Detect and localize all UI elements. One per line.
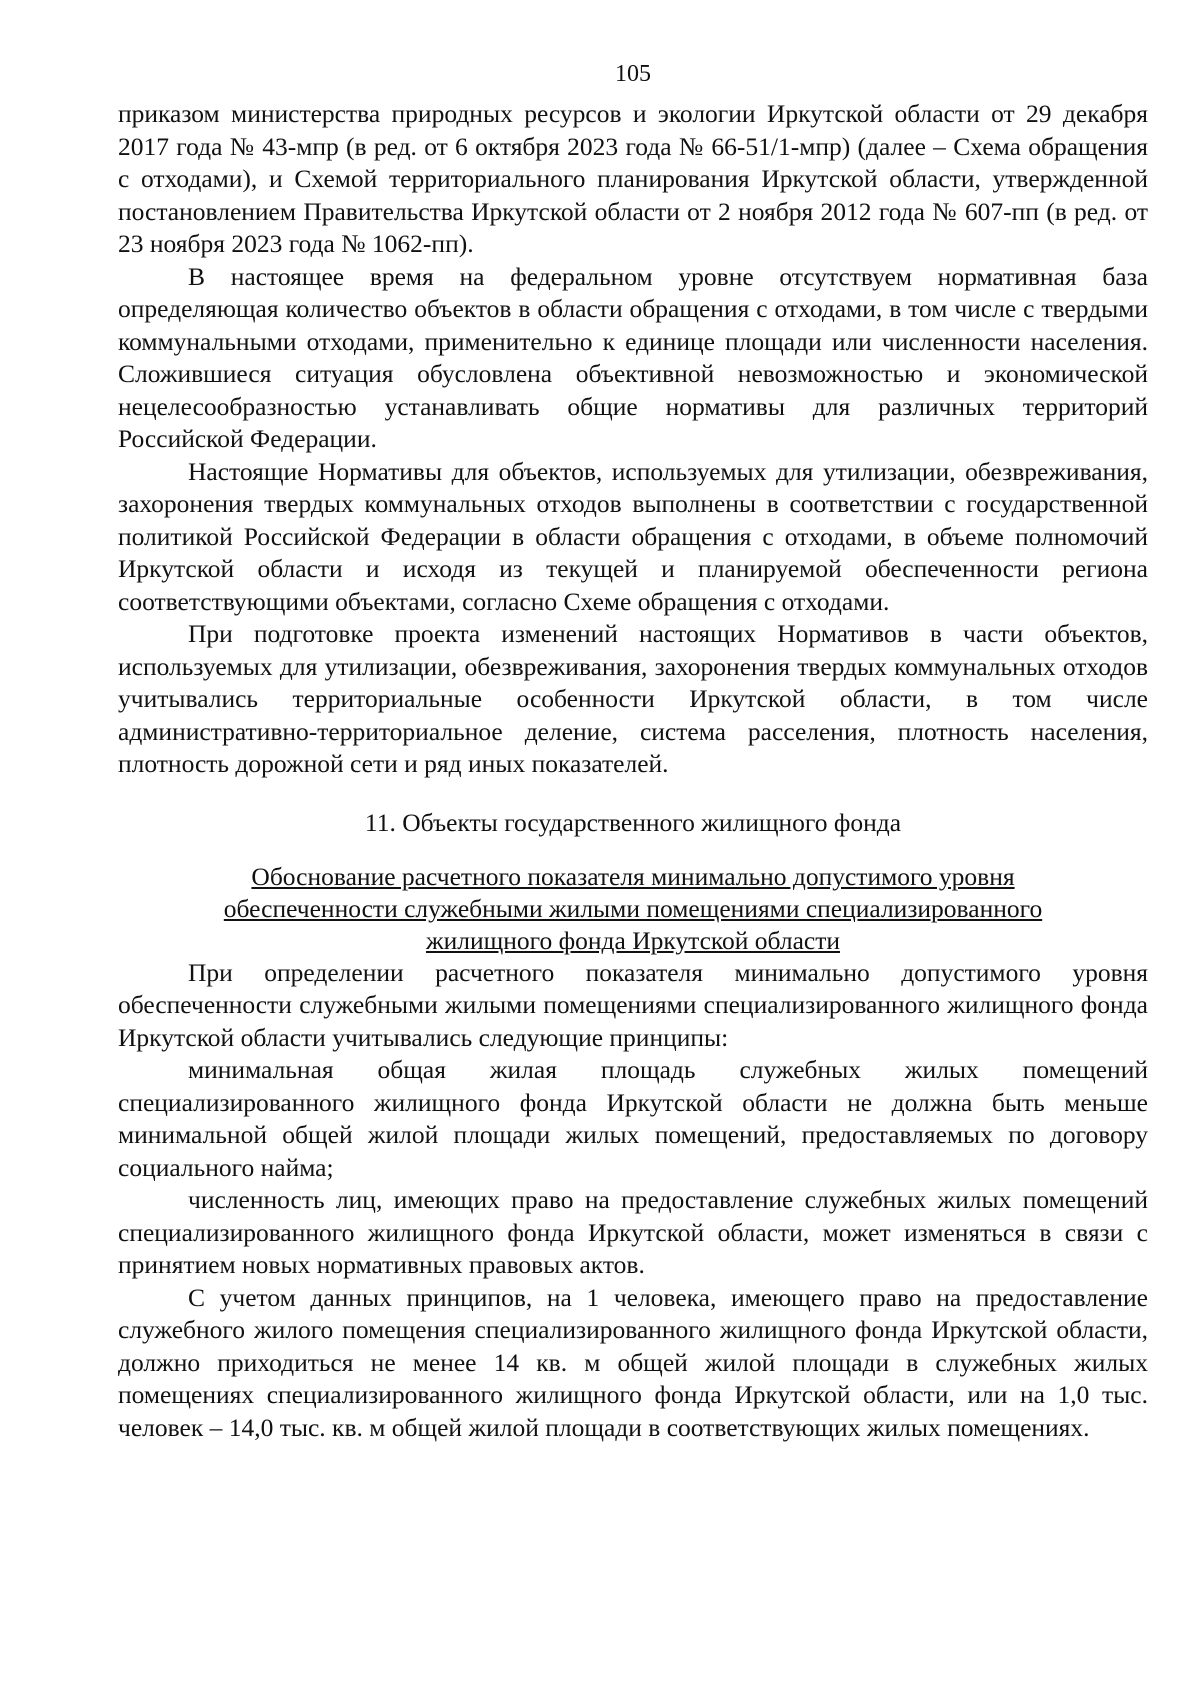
subheading (118, 861, 1148, 957)
subheading-line: Обоснование расчетного показателя минимально допустимого уровня (251, 861, 1015, 891)
paragraph-principles-intro: При определении расчетного показателя минимально допустимого уровня обеспеченности служебными жилыми помещениями специализированного жилищного фонда Иркутской области учитывались следующие принципы: (118, 957, 1148, 1052)
paragraph-territorial-features: При подготовке проекта изменений настоящих Нормативов в части объектов, используемых для утилизации, обезвреживания, захоронения твердых коммунальных отходов учитывались территориальные особенности Иркутской области, в том числе административно-территориальное деление, система расселения, плотность населения, плотность дорожной сети и ряд иных показателей. (118, 619, 1148, 778)
paragraph-principle-area: минимальная общая жилая площадь служебных жилых помещений специализированного жилищного фонда Иркутской области не должна быть меньше минимальной общей жилой площади жилых помещений, предоставляемых по договору социального найма; (118, 1055, 1148, 1182)
paragraph-federal-base: В настоящее время на федеральном уровне отсутствуем нормативная база определяющая количество объектов в области обращения с отходами, в том числе с твердыми коммунальными отходами, применительно к единице площади или численности населения. Сложившиеся ситуация обусловлена объективной невозможностью и экономической нецелесообразностью устанавливать общие нормативы для различных территорий Российской Федерации. (118, 261, 1148, 453)
paragraph-principle-count: численность лиц, имеющих право на предоставление служебных жилых помещений специализированного жилищного фонда Иркутской области, может изменяться в связи с принятием новых нормативных правовых актов. (118, 1185, 1148, 1279)
subheading-line: жилищного фонда Иркутской области (425, 925, 841, 955)
section-heading: 11. Объекты государственного жилищного фонда (364, 807, 902, 837)
page-number: 105 (615, 61, 651, 87)
document-page (118, 58, 1148, 1444)
paragraph-waste-norms: Настоящие Нормативы для объектов, используемых для утилизации, обезвреживания, захоронения твердых коммунальных отходов выполнены в соответствии с государственной политикой Российской Федерации в области обращения с отходами, в объеме полномочий Иркутской области и исходя из текущей и планируемой обеспеченности региона соответствующими объектами, согласно Схеме обращения с отходами. (118, 456, 1148, 616)
paragraph-continuation: приказом министерства природных ресурсов и экологии Иркутской области от 29 декабря 2017 года № 43-мпр (в ред. от 6 октября 2023 года № 66-51/1-мпр) (далее – Схема обращения с отходами), и Схемой территориального планирования Иркутской области, утвержденной постановлением Правительства Иркутской области от 2 ноября 2012 года № 607-пп (в ред. от 23 ноября 2023 года № 1062-пп). (118, 99, 1148, 258)
subheading-line: обеспеченности служебными жилыми помещениями специализированного (223, 893, 1043, 923)
paragraph-conclusion: С учетом данных принципов, на 1 человека, имеющего право на предоставление служебного жилого помещения специализированного жилищного фонда Иркутской области, должно приходиться не менее 14 кв. м общей жилой площади в служебных жилых помещениях специализированного жилищного фонда Иркутской области, или на 1,0 тыс. человек – 14,0 тыс. кв. м общей жилой площади в соответствующих жилых помещениях. (118, 1282, 1148, 1442)
